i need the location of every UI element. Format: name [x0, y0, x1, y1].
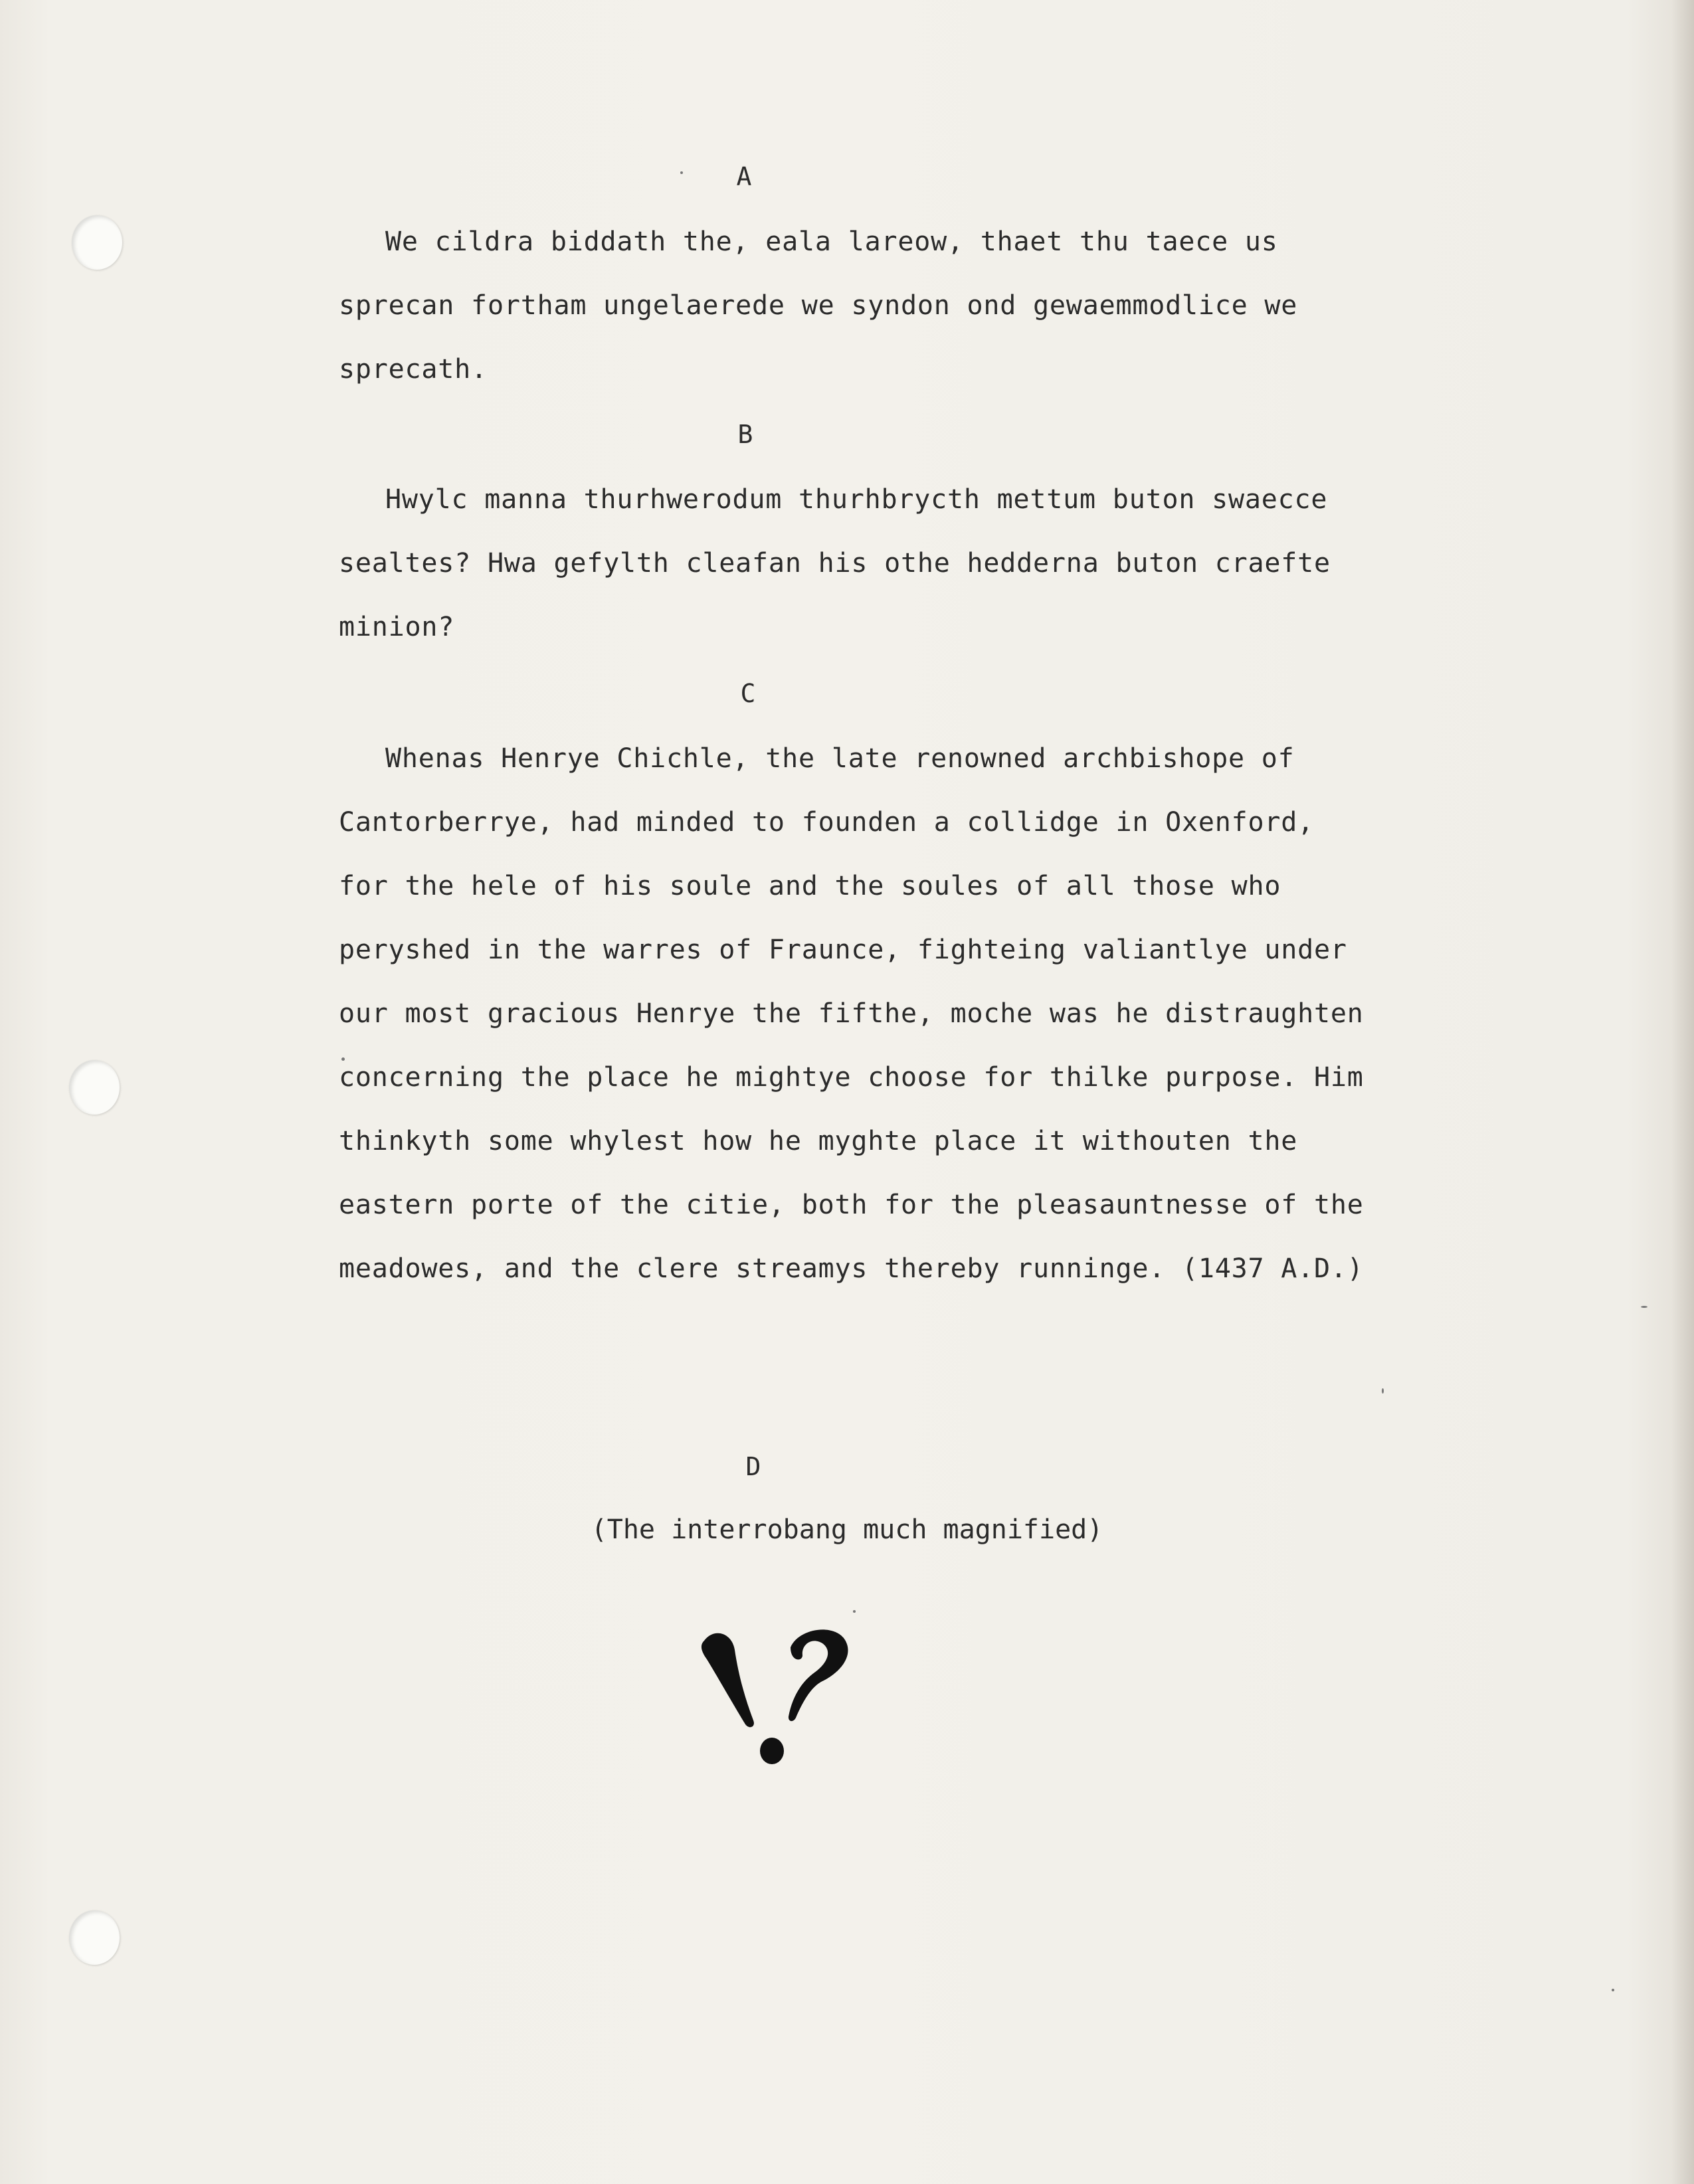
paper-speck [341, 1057, 345, 1061]
paper-speck [1382, 1388, 1384, 1394]
interrobang-icon [691, 1621, 890, 1787]
section-d-heading: D [745, 1452, 761, 1481]
paper-speck [1612, 1989, 1614, 1991]
section-b-heading: B [737, 420, 753, 449]
section-a-heading: A [736, 162, 752, 191]
section-a-text: We cildra biddath the, eala lareow, thaet thu taece us sprecan fortham ungelaerede we syndon ond gewaemmodlice we sprecath. [339, 227, 1298, 385]
section-c-text: Whenas Henrye Chichle, the late renowned archbishope of Cantorberrye, had minded to founden a collidge in Oxenford, for the hele of his soule and the soules of all those who peryshed in the warres of Fraunce, fighteing valiantlye under our most gracious Henrye the fifthe, moche was he distraughten concerning the place he mightye choose for thilke purpose. Him thinkyth some whylest how he myghte place it withouten the eastern porte of the citie, both for the pleasauntnesse of the meadowes, and the clere streamys thereby runninge. (1437 A.D.) [339, 743, 1364, 1284]
section-b-text: Hwylc manna thurhwerodum thurhbrycth mettum buton swaecce sealtes? Hwa gefylth cleafan his othe hedderna buton craefte minion? [339, 484, 1331, 642]
page-edge-shadow [1671, 0, 1694, 2184]
paper-speck [1641, 1306, 1647, 1308]
paper-speck [680, 171, 683, 174]
punch-hole-middle [69, 1060, 120, 1115]
paper-speck [853, 1610, 856, 1613]
section-d-caption: (The interrobang much magnified) [591, 1514, 1103, 1545]
section-c-heading: C [740, 679, 756, 708]
punch-hole-top [72, 215, 122, 270]
punch-hole-bottom [69, 1910, 120, 1965]
